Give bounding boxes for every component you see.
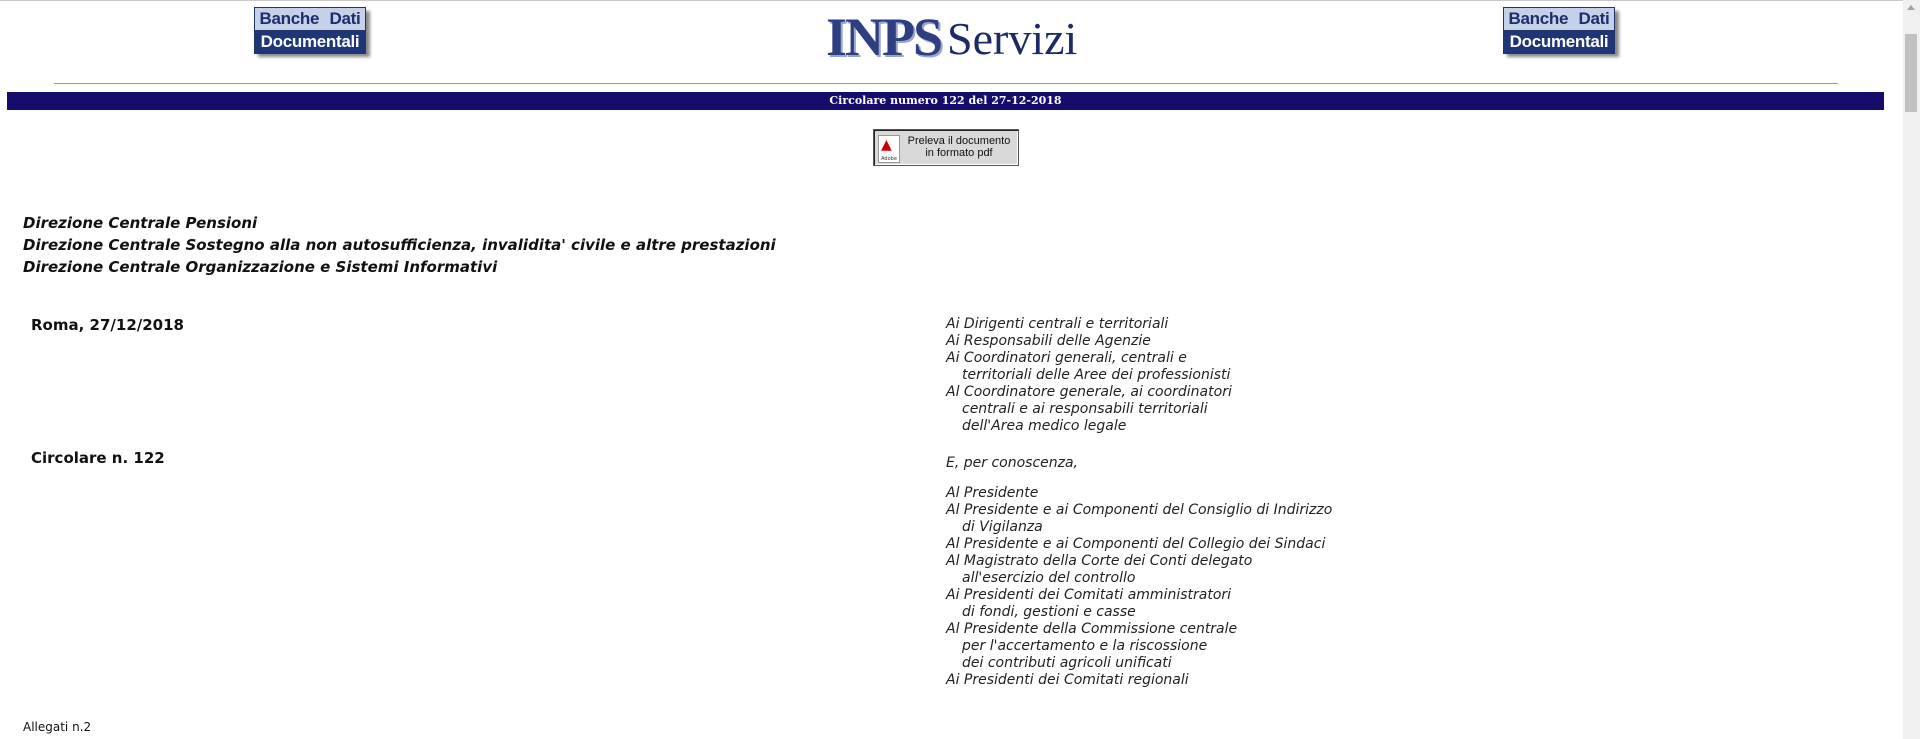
- recipient-line: Al Presidente: [946, 485, 1039, 501]
- recipient-line: Ai Responsabili delle Agenzie: [946, 333, 1151, 349]
- recipient-line: territoriali delle Aree dei professionisti: [962, 367, 1231, 383]
- inps-logo-text: INPS: [826, 7, 942, 67]
- logo-line1: Banche Dati: [1503, 7, 1615, 30]
- vertical-scrollbar[interactable]: [1903, 0, 1920, 739]
- pdf-button-label: [904, 135, 1014, 159]
- recipient-line: Al Presidente e ai Componenti del Consiglio di Indirizzo: [946, 502, 1333, 518]
- recipient-line: per l'accertamento e la riscossione: [962, 638, 1208, 654]
- scrollbar-thumb[interactable]: [1905, 34, 1917, 112]
- recipient-line: dell'Area medico legale: [962, 418, 1127, 434]
- recipient-line: Al Magistrato della Corte dei Conti delegato: [946, 553, 1253, 569]
- banche-dati-logo-left[interactable]: [254, 7, 366, 53]
- recipient-line: Al Presidente della Commissione centrale: [946, 621, 1238, 637]
- adobe-pdf-icon: ▲ Adobe: [878, 135, 900, 163]
- scroll-up-arrow-icon[interactable]: [1907, 5, 1915, 10]
- directorate-item: Direzione Centrale Sostegno alla non autosufficienza, invalidita' civile e altre prestazioni: [23, 236, 776, 254]
- recipient-line: di Vigilanza: [962, 519, 1043, 535]
- circolare-title-bar: Circolare numero 122 del 27-12-2018: [7, 92, 1884, 110]
- inps-servizi-title: [826, 6, 1078, 67]
- directorate-item: Direzione Centrale Organizzazione e Sistemi Informativi: [23, 258, 498, 276]
- per-conoscenza-label: E, per conoscenza,: [946, 455, 1079, 471]
- banche-dati-logo-right[interactable]: [1503, 7, 1615, 53]
- allegati-count: Allegati n.2: [23, 720, 92, 734]
- directorate-item: Direzione Centrale Pensioni: [23, 214, 258, 232]
- recipient-line: Ai Coordinatori generali, centrali e: [946, 350, 1187, 366]
- recipient-line: all'esercizio del controllo: [962, 570, 1136, 586]
- header-divider: [54, 83, 1838, 84]
- download-pdf-button[interactable]: [873, 129, 1019, 166]
- recipient-line: di fondi, gestioni e casse: [962, 604, 1136, 620]
- recipient-line: Ai Dirigenti centrali e territoriali: [946, 316, 1169, 332]
- recipient-line: Ai Presidenti dei Comitati amministratori: [946, 587, 1232, 603]
- pdf-button-line2: in formato pdf: [925, 147, 993, 159]
- logo-line2: Documentali: [1503, 30, 1615, 54]
- recipient-line: centrali e ai responsabili territoriali: [962, 401, 1208, 417]
- recipients-cc: [946, 485, 1332, 689]
- recipient-line: dei contributi agricoli unificati: [962, 655, 1172, 671]
- logo-line1: Banche Dati: [254, 7, 366, 30]
- recipient-line: Al Presidente e ai Componenti del Collegio dei Sindaci: [946, 536, 1326, 552]
- circolare-number: Circolare n. 122: [31, 449, 165, 467]
- adobe-icon-label: Adobe: [881, 156, 897, 162]
- recipient-line: Ai Presidenti dei Comitati regionali: [946, 672, 1189, 688]
- recipient-line: Al Coordinatore generale, ai coordinatori: [946, 384, 1232, 400]
- document-date: Roma, 27/12/2018: [31, 316, 184, 334]
- top-border: [0, 0, 1920, 1]
- per-conoscenza: [946, 455, 1078, 472]
- servizi-text: Servizi: [947, 13, 1078, 64]
- recipients-main: [946, 316, 1232, 435]
- logo-line2: Documentali: [254, 30, 366, 54]
- directorates-list: [23, 212, 776, 278]
- pdf-button-line1: Preleva il documento: [907, 135, 1011, 147]
